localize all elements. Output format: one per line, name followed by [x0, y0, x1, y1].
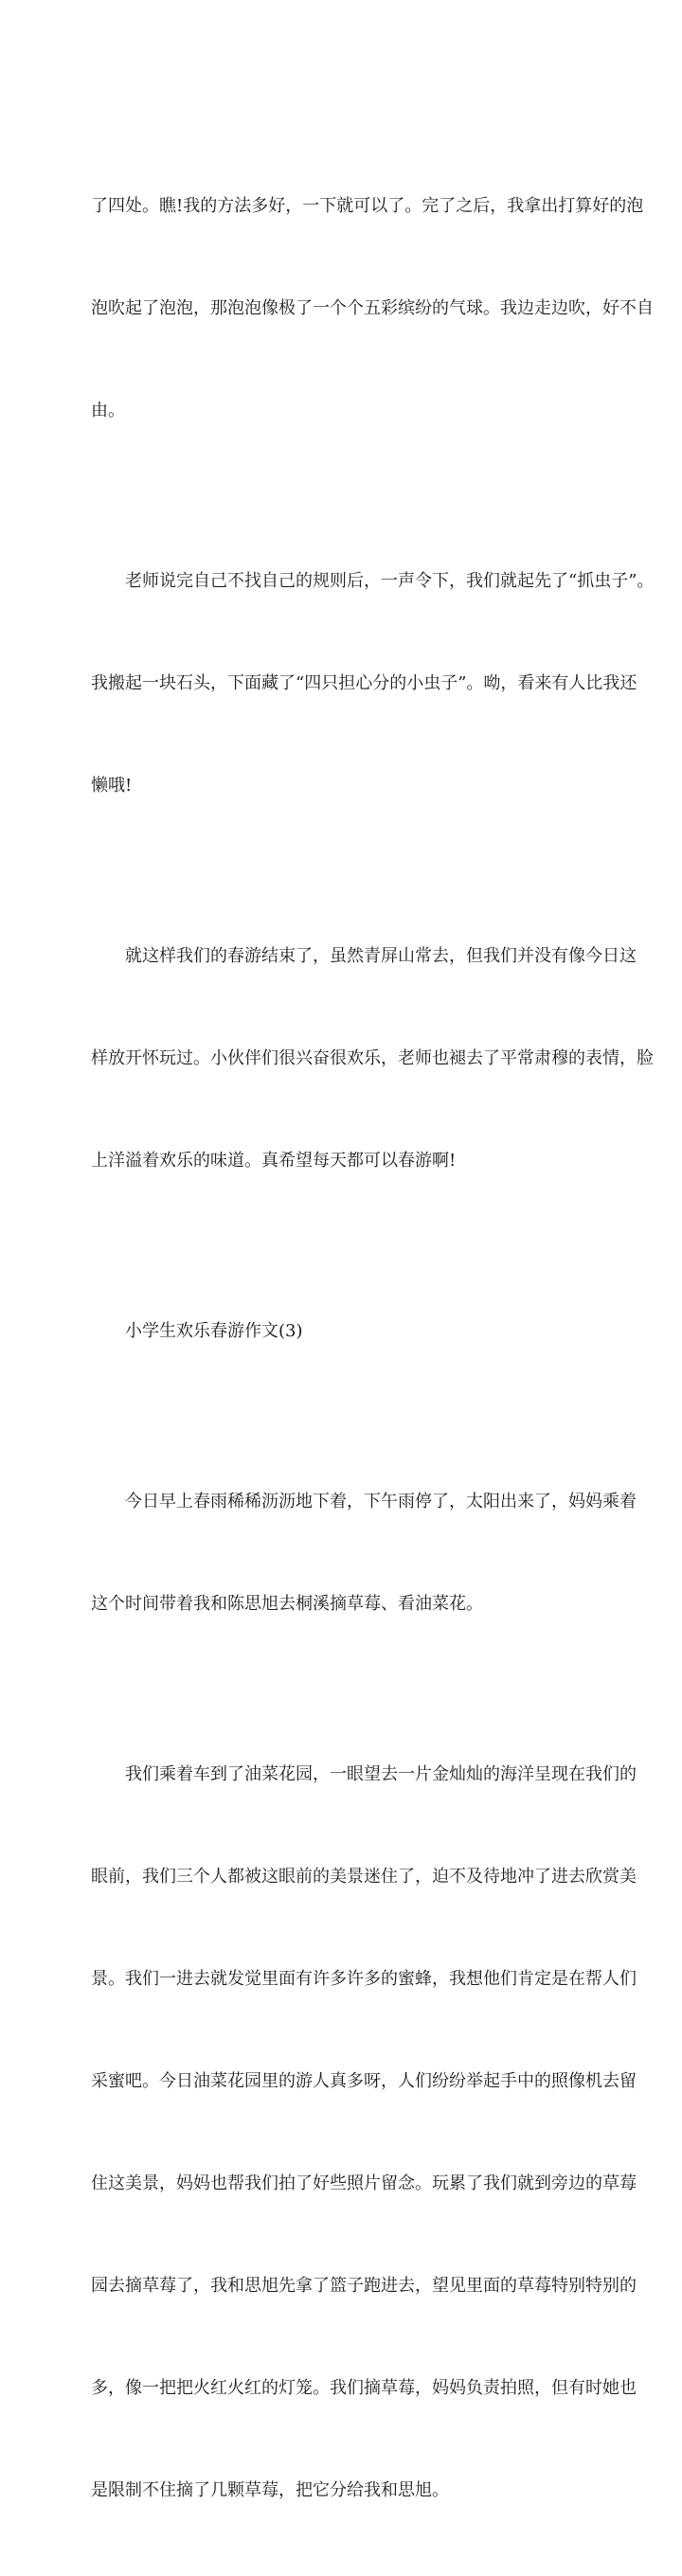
- paragraph-line: 今日早上春雨稀稀沥沥地下着，下午雨停了，太阳出来了，妈妈乘着: [125, 1492, 637, 1512]
- paragraph-line: 园去摘草莓了，我和思旭先拿了篮子跑进去，望见里面的草莓特别特别的: [91, 2276, 637, 2296]
- paragraph-line: 采蜜吧。今日油菜花园里的游人真多呀，人们纷纷举起手中的照像机去留: [91, 2071, 637, 2091]
- paragraph-line: 了四处。瞧!我的方法多好，一下就可以了。完了之后，我拿出打算好的泡: [91, 196, 644, 216]
- paragraph-2: [91, 496, 655, 871]
- paragraph-line: 是限制不住摘了几颗草莓，把它分给我和思旭。: [91, 2480, 449, 2500]
- paragraph-line: 样放开怀玩过。小伙伴们很兴奋很欢乐，老师也褪去了平常肃穆的表情，脸: [91, 1048, 654, 1068]
- paragraph-line: 由。: [91, 401, 125, 420]
- essay-body: [91, 121, 655, 2576]
- paragraph-line: 上洋溢着欢乐的味道。真希望每天都可以春游啊!: [91, 1151, 457, 1171]
- paragraph-line: 眼前，我们三个人都被这眼前的美景迷住了，迫不及待地冲了进去欣赏美: [91, 1867, 637, 1887]
- paragraph-line: 我搬起一块石头，下面藏了“四只担心分的小虫子”。呦，看来有人比我还: [91, 673, 637, 693]
- section-heading-text: 小学生欢乐春游作文(3): [125, 1321, 303, 1341]
- paragraph-line: 这个时间带着我和陈思旭去桐溪摘草莓、看油菜花。: [91, 1594, 483, 1614]
- paragraph-4: [91, 1417, 637, 1690]
- paragraph-line: 住这美景，妈妈也帮我们拍了好些照片留念。玩累了我们就到旁边的草莓: [91, 2174, 637, 2193]
- paragraph-3: [91, 871, 654, 1246]
- paragraph-line: 多，像一把把火红火红的灯笼。我们摘草莓，妈妈负责拍照，但有时她也: [91, 2378, 637, 2398]
- paragraph-line: 泡吹起了泡泡，那泡泡像极了一个个五彩缤纷的气球。我边走边吹，好不自: [91, 298, 654, 318]
- section-heading: [91, 1246, 602, 1417]
- paragraph-5: [91, 1690, 637, 2576]
- paragraph-line: 懒哦!: [91, 776, 133, 796]
- paragraph-1: [91, 121, 654, 496]
- paragraph-line: 老师说完自己不找自己的规则后，一声令下，我们就起先了“抓虫子”。: [125, 571, 655, 591]
- paragraph-line: 我们乘着车到了油菜花园，一眼望去一片金灿灿的海洋呈现在我们的: [125, 1764, 637, 1784]
- paragraph-line: 就这样我们的春游结束了，虽然青屏山常去，但我们并没有像今日这: [125, 946, 637, 966]
- paragraph-line: 景。我们一进去就发觉里面有许多许多的蜜蜂，我想他们肯定是在帮人们: [91, 1969, 637, 1989]
